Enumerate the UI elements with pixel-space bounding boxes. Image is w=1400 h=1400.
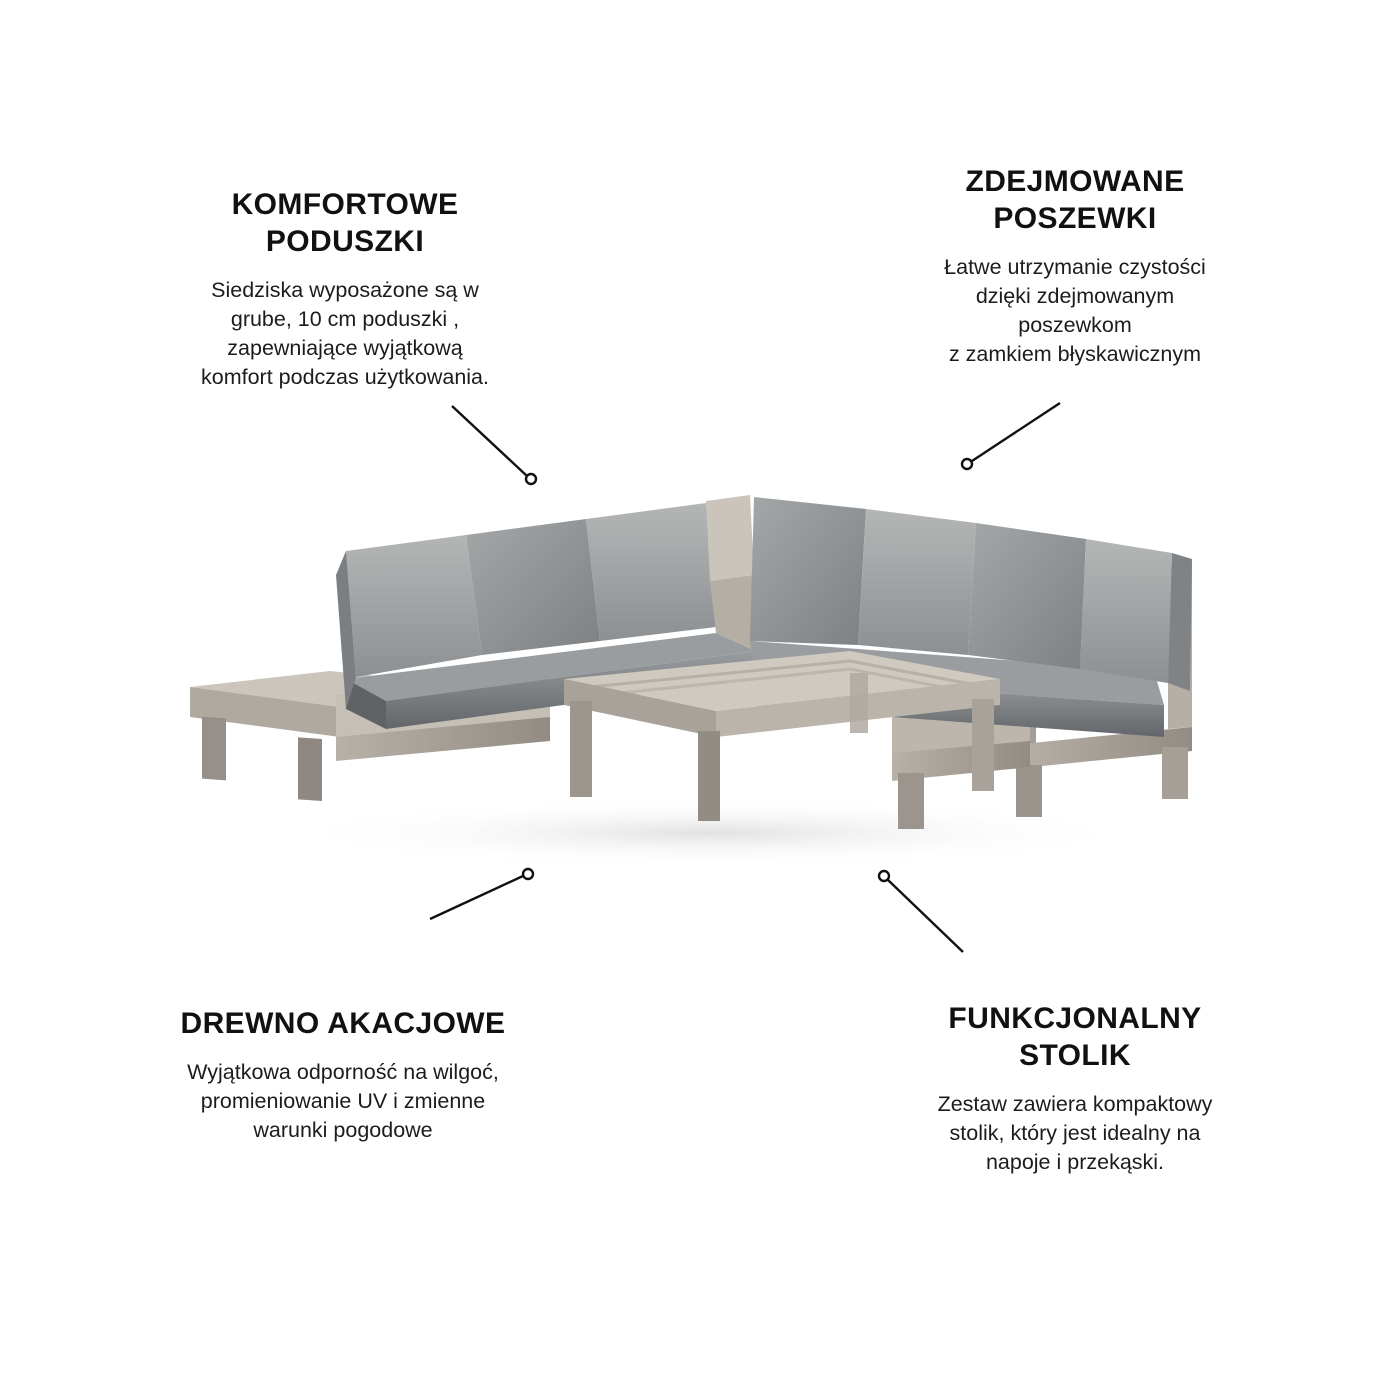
feature-title-line: DREWNO AKACJOWE [180,1007,506,1040]
feature-desc-line: Wyjątkowa odporność na wilgoć, [187,1060,499,1085]
feature-description-wood [108,1058,578,1145]
feature-desc-line: stolik, który jest idealny na [949,1121,1201,1146]
feature-title-line: STOLIK [1019,1039,1131,1073]
feature-block-covers [850,163,1300,369]
wood-corner [706,495,756,651]
feature-title-line: POSZEWKI [993,202,1157,236]
product-illustration [150,455,1260,875]
feature-desc-line: Zestaw zawiera kompaktowy [937,1092,1213,1117]
feature-description-covers [850,253,1300,369]
feature-desc-line: napoje i przekąski. [985,1150,1165,1175]
feature-desc-line: promieniowanie UV i zmienne [200,1089,486,1114]
feature-desc-line: komfort podczas użytkowania. [201,365,489,390]
feature-description-table [845,1090,1305,1177]
feature-description-cushions [120,276,570,392]
feature-block-wood [108,1005,578,1145]
feature-title-line: ZDEJMOWANE [965,165,1185,198]
feature-desc-line: grube, 10 cm poduszki , [230,307,460,332]
feature-title-covers [850,163,1300,237]
feature-desc-line: zapewniające wyjątkową [227,336,463,361]
feature-desc-line: Łatwe utrzymanie czystości [944,255,1206,280]
feature-title-wood [108,1005,578,1042]
feature-title-cushions [120,186,570,260]
feature-title-line: PODUSZKI [265,225,425,259]
feature-title-line: FUNKCJONALNY [948,1002,1202,1035]
feature-block-cushions [120,186,570,392]
feature-desc-line: z zamkiem błyskawicznym [948,342,1202,367]
feature-desc-line: Siedziska wyposażone są w [211,278,479,303]
feature-title-line: KOMFORTOWE [231,188,459,221]
pointer-wood [430,869,533,919]
feature-desc-line: warunki pogodowe [253,1118,433,1143]
feature-desc-line: poszewkom [1018,313,1132,338]
feature-desc-line: dzięki zdejmowanym [975,284,1175,309]
pointer-table [879,871,963,952]
feature-block-table [845,1000,1305,1177]
feature-title-table [845,1000,1305,1074]
